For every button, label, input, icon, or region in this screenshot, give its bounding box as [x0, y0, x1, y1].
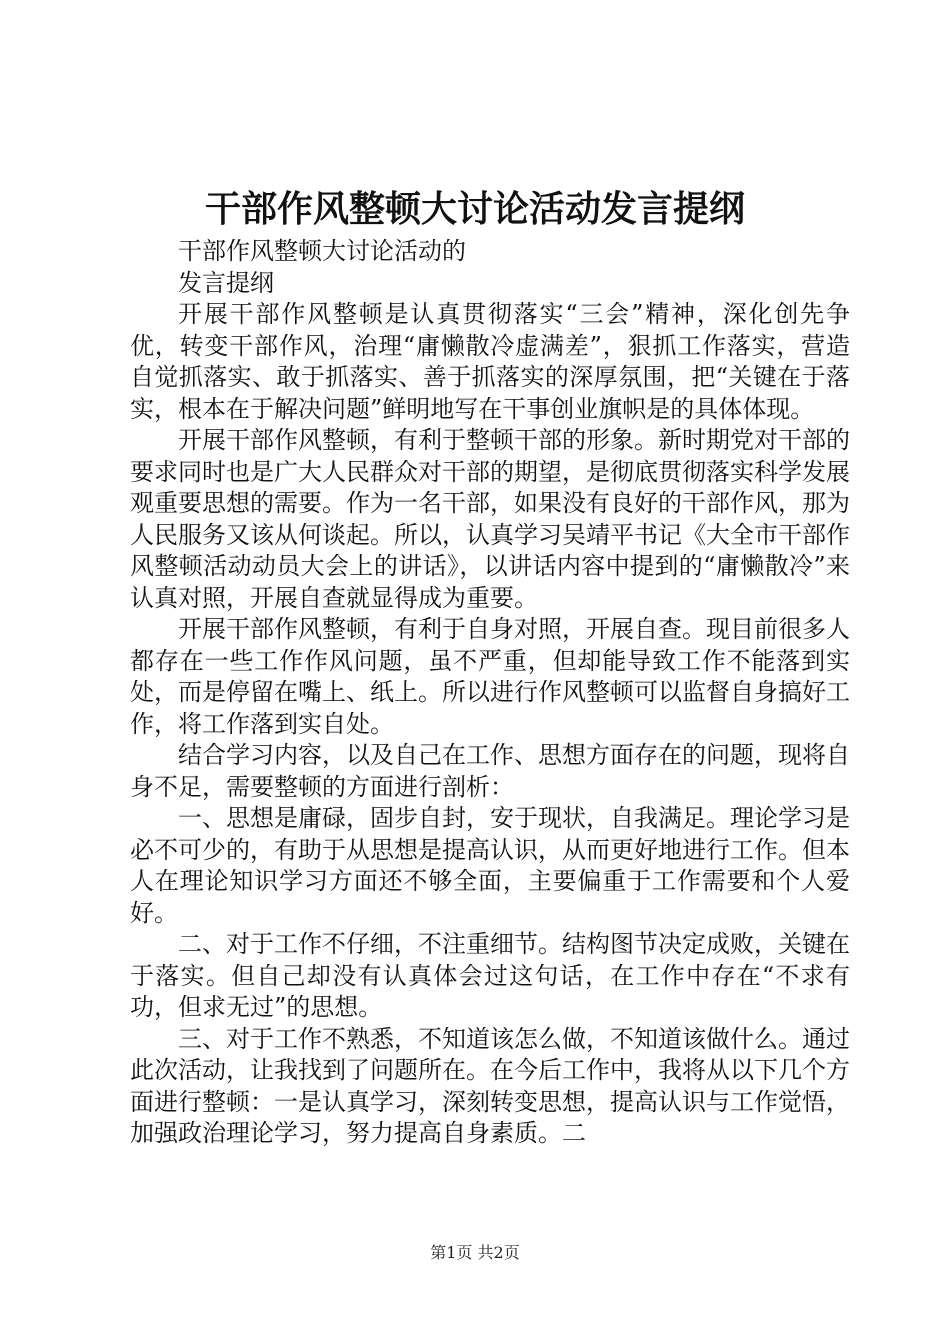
body-paragraph: 开展干部作风整顿，有利于自身对照，开展自查。现目前很多人都存在一些工作作风问题，虽不严重，但却能导致工作不能落到实处，而是停留在嘴上、纸上。所以进行作风整顿可以监督自身搞好工作，将工作落到实自处。 — [130, 615, 850, 738]
body-paragraph: 一、思想是庸碌，固步自封，安于现状，自我满足。理论学习是必不可少的，有助于从思想是提高认识，从而更好地进行工作。但本人在理论知识学习方面还不够全面，主要偏重于工作需要和个人爱好。 — [130, 804, 850, 927]
body-paragraph: 干部作风整顿大讨论活动的 — [178, 237, 466, 265]
body-paragraph: 发言提纲 — [178, 268, 274, 297]
body-paragraph: 结合学习内容，以及自己在工作、思想方面存在的问题，现将自身不足，需要整顿的方面进行剖析： — [130, 741, 850, 801]
document-title: 干部作风整顿大讨论活动发言提纲 — [204, 189, 745, 230]
body-paragraph: 二、对于工作不仔细，不注重细节。结构图节决定成败，关键在于落实。但自己却没有认真体会过这句话，在工作中存在“不求有功，但求无过”的思想。 — [130, 930, 850, 1021]
body-paragraph: 三、对于工作不熟悉，不知道该怎么做，不知道该做什么。通过此次活动，让我找到了问题所在。在今后工作中，我将从以下几个方面进行整顿：一是认真学习，深刻转变思想，提高认识与工作觉悟，加强政治理论学习，努力提高自身素质。二 — [130, 1024, 850, 1147]
body-paragraph: 开展干部作风整顿是认真贯彻落实“三会”精神，深化创先争优，转变干部作风，治理“庸懒散冷虚满差”，狠抓工作落实，营造自觉抓落实、敢于抓落实、善于抓落实的深厚氛围，把“关键在于落实，根本在于解决问题”鲜明地写在干事创业旗帜是的具体体现。 — [130, 300, 850, 423]
page-number-footer: 第1页 共2页 — [430, 1243, 520, 1262]
document-body — [130, 236, 850, 1150]
body-paragraph: 开展干部作风整顿，有利于整顿干部的形象。新时期党对干部的要求同时也是广大人民群众对干部的期望，是彻底贯彻落实科学发展观重要思想的需要。作为一名干部，如果没有良好的干部作风，那为人民服务又该从何谈起。所以，认真学习吴靖平书记《大全市干部作风整顿活动动员大会上的讲话》，以讲话内容中提到的“庸懒散冷”来认真对照，开展自查就显得成为重要。 — [130, 426, 850, 612]
